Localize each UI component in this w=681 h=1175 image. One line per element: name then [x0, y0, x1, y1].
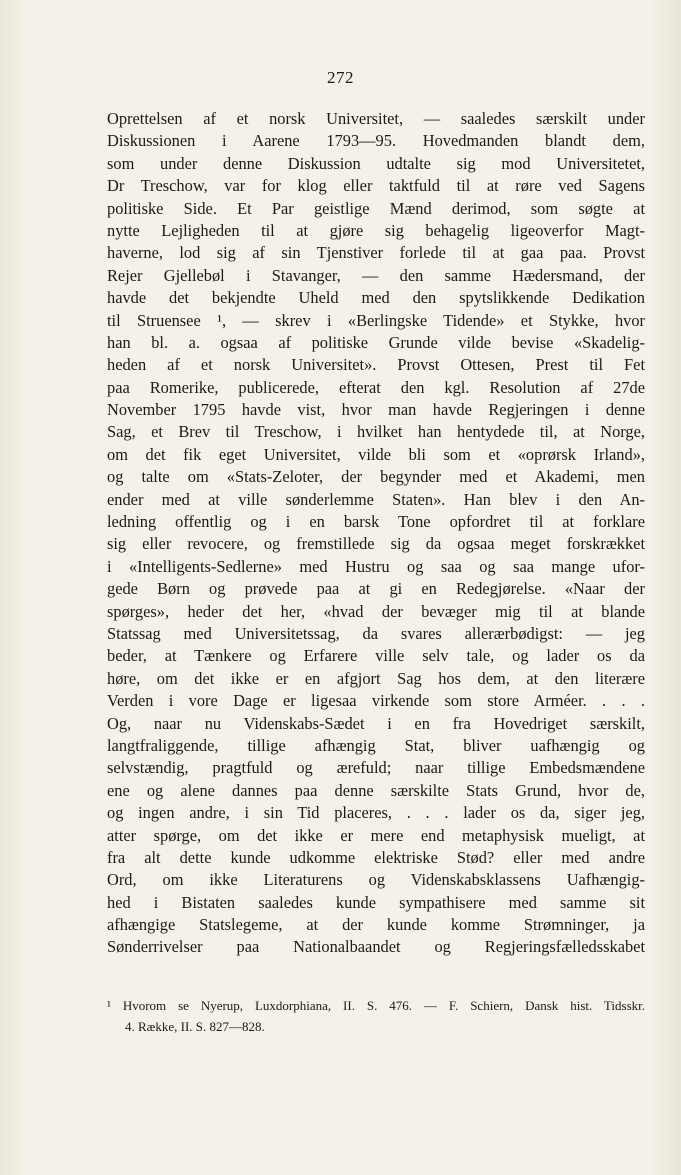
- text-line: om det fik eget Universitet, vilde bli som et «oprørsk Irland»,: [107, 444, 645, 464]
- page-number: 272: [327, 68, 354, 87]
- text-line: Rejer Gjellebøl i Stavanger, — den samme Hædersmand, der: [107, 265, 645, 285]
- text-line: Ord, om ikke Literaturens og Videnskabsklassens Uafhængig-: [107, 870, 645, 890]
- text-line: Verden i vore Dage er ligesaa virkende som store Arméer. . . .: [107, 691, 645, 711]
- text-line: atter spørge, om det ikke er mere end metaphysisk mueligt, at: [107, 825, 645, 845]
- text-line: sig eller revocere, og fremstillede sig da ogsaa meget forskrækket: [107, 534, 645, 554]
- text-line: fra alt dette kunde udkomme elektriske Stød? eller med andre: [107, 847, 645, 867]
- text-line: haverne, lod sig af sin Tjenstiver forlede til at gaa paa. Provst: [107, 243, 645, 263]
- text-line: Statssag med Universitetssag, da svares allerærbødigst: — jeg: [107, 623, 645, 643]
- text-line: paa Romerike, publicerede, efterat den kgl. Resolution af 27de: [107, 377, 645, 397]
- text-line: havde det bekjendte Uheld med den spytslikkende Dedikation: [107, 288, 645, 308]
- text-line: heden af et norsk Universitet». Provst Ottesen, Prest til Fet: [107, 355, 645, 375]
- footnote-text-1: Hvorom se Nyerup, Luxdorphiana, II. S. 476. — F. Schiern, Dansk hist. Tidsskr.: [122, 998, 646, 1013]
- text-line: i «Intelligents-Sedlerne» med Hustru og saa og saa mange ufor-: [107, 556, 645, 576]
- text-line: til Struensee ¹, — skrev i «Berlingske Tidende» et Stykke, hvor: [107, 310, 645, 330]
- text-line: selvstændig, pragtfuld og ærefuld; naar tillige Embedsmændene: [107, 758, 645, 778]
- text-line: Dr Treschow, var for klog eller taktfuld til at røre ved Sagens: [107, 176, 645, 196]
- text-line: November 1795 havde vist, hvor man havde Regjeringen i denne: [107, 400, 645, 420]
- text-line: politiske Side. Et Par geistlige Mænd derimod, som søgte at: [107, 198, 645, 218]
- footnote-line-1: [107, 995, 645, 1016]
- footnote-marker: ¹: [107, 998, 111, 1013]
- text-line: og talte om «Stats-Zeloter, der begynder med et Akademi, men: [107, 467, 645, 487]
- footnote-line-2: 4. Række, II. S. 827—828.: [125, 1019, 265, 1034]
- text-line: Sønderrivelser paa Nationalbaandet og Regjeringsfælledsskabet: [107, 937, 645, 957]
- body-text: [107, 108, 645, 959]
- footnotes: [107, 995, 645, 1037]
- text-line: ender med at ville sønderlemme Staten». Han blev i den An-: [107, 489, 645, 509]
- text-line: spørges», heder det her, «hvad der bevæger mig til at blande: [107, 601, 645, 621]
- text-line: nytte Lejligheden til at gjøre sig behagelig ligeoverfor Magt-: [107, 220, 645, 240]
- text-line: gede Børn og prøvede paa at gi en Redegjørelse. «Naar der: [107, 579, 645, 599]
- text-line: som under denne Diskussion udtalte sig mod Universitetet,: [107, 153, 645, 173]
- text-line: ledning offentlig og i en barsk Tone opfordret til at forklare: [107, 512, 645, 532]
- text-line: afhængige Statslegeme, at der kunde komme Strømninger, ja: [107, 915, 645, 935]
- text-line: langtfraliggende, tillige afhængig Stat, bliver uafhængig og: [107, 735, 645, 755]
- text-line: Oprettelsen af et norsk Universitet, — saaledes særskilt under: [107, 109, 645, 128]
- text-line: han bl. a. ogsaa af politiske Grunde vilde bevise «Skadelig-: [107, 332, 645, 352]
- text-line: beder, at Tænkere og Erfarere ville selv tale, og lader os da: [107, 646, 645, 666]
- text-line: ene og alene dannes paa denne særskilte Stats Grund, hvor de,: [107, 780, 645, 800]
- text-line: og ingen andre, i sin Tid placeres, . . . lader os da, siger jeg,: [107, 803, 645, 823]
- text-line: Og, naar nu Videnskabs-Sædet i en fra Hovedriget særskilt,: [107, 713, 645, 733]
- text-line: hed i Bistaten saaledes kunde sympathisere med samme sit: [107, 892, 645, 912]
- text-line: Diskussionen i Aarene 1793—95. Hovedmanden blandt dem,: [107, 131, 645, 151]
- text-line: høre, om det ikke er en afgjort Sag hos dem, at den literære: [107, 668, 645, 688]
- text-line: Sag, et Brev til Treschow, i hvilket han hentydede til, at Norge,: [107, 422, 645, 442]
